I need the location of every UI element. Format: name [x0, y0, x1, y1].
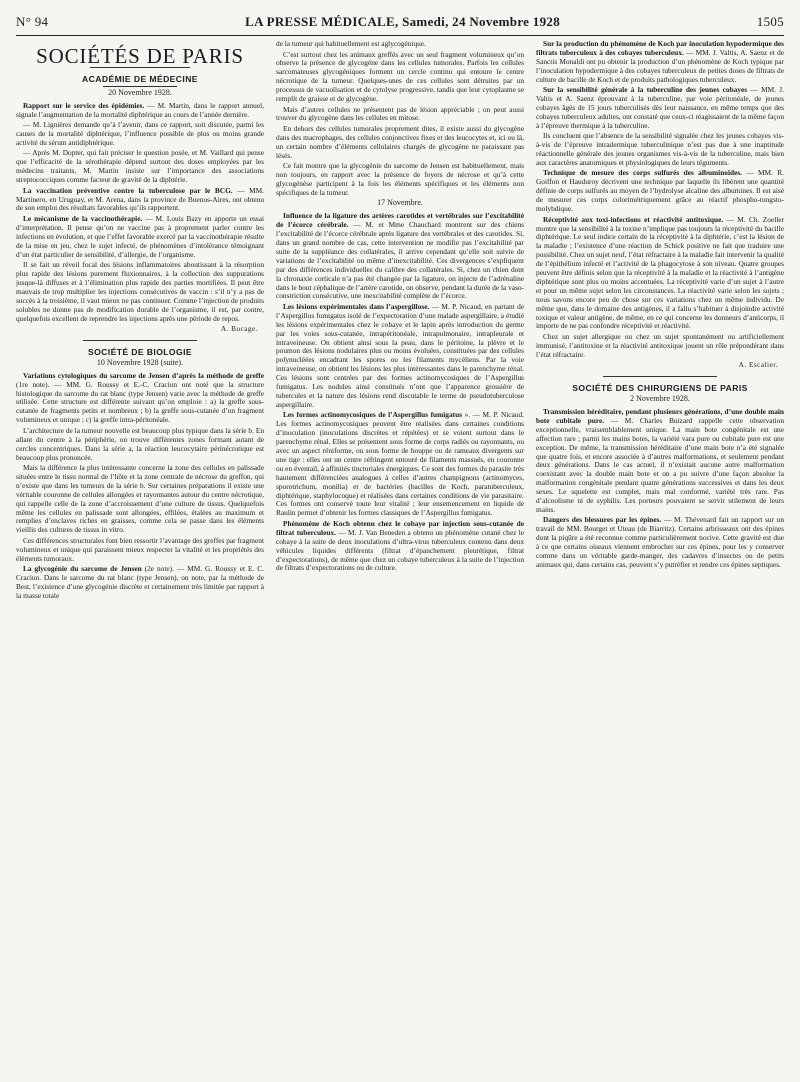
paragraph-title: Dangers des blessures par les épines.	[543, 515, 662, 525]
paragraph-title: Influence de la ligature des artères carotides et vertébrales sur l’excitabilité de l’écorce cérébrale.	[276, 211, 524, 230]
paragraph: Il se fait un réveil focal des lésions inflammatoires aboutissant à la résorption plus rapide des lésions purement fluxionnaires, à la collection des suppurations jusque-là diffuses et à l’élimination plus rapide des parties mortifiées. Il peut être mauvais de trop multiplier les injections consécutives de vaccin : s’il n’y a pas de succès à la troisième, il vaut mieux ne pas continuer. Comme l’injection de produits solubles ne donne pas de modification durable de l’organisme, il est, par contre, quelquefois excellent de reprendre les injections après une période de repos.	[16, 260, 264, 323]
paragraph-title: La vaccination préventive contre la tuberculose par le BCG.	[23, 185, 233, 195]
society-rule	[103, 86, 177, 87]
paragraph: Chez un sujet allergique ou chez un sujet spontanément ou artificiellement immunisé, l’antitoxine et la réactivité antitoxique jouent un rôle prépondérant dans l’état réfractaire.	[536, 331, 784, 359]
paragraph-text: — M. Louis Bazy en apporte un essai d’interprétation. Il pense qu’on ne vaccine pas à proprement parler contre les infections en évolution, et que l’effet favorable exercé par la vaccinothérapie résulte de la mise en jeu, chez le sujet infecté, de phénomènes d’intolérance témoignant d’un état particulier de sensibilité, d’allergie, de l’organisme.	[16, 213, 264, 259]
paragraph	[536, 516, 784, 569]
paragraph-title: Le mécanisme de la vaccinothérapie.	[23, 213, 143, 223]
paragraph-text: — MM. R. Goiffon et Hauduroy décrivent une technique par laquelle ils libèrent une quantité définie de corps sulfurés au moyen de l’hydrolyse alcaline des albumines. Il est aisé de mesurer ces corps colorimétriquement grâce au réactif phospho-tungsto-molybdique.	[536, 168, 784, 214]
society-heading: SOCIÉTÉ DES CHIRURGIENS DE PARIS	[572, 383, 748, 394]
paragraph-text: — M. Charles Buizard rappelle cette observation exceptionnelle, vraisemblablement unique. La main bote congénitale est une affection rare ; parmi les mains botes, la variété vara pure ou cubitale pure est une exception. De même, la transmission héréditaire d’une main bote n’a été signalée que quatre fois, et encore associée à d’autres malformations, et seulement pendant deux générations. Dans le cas actuel, il n’existait aucune autre malformation coexistant avec la double main bote et on a pu suivre d’une façon absolue la malformation congénitale pendant quatre générations successives et dans les deux sexes. Le squelette est complet, mais mal conformé, variété très rare. Pas d’alcoolisme ni de syphilis. Les porteurs pouvaient se servir utilement de leurs mains.	[536, 415, 784, 514]
paragraph-title: Les formes actinomycosiques de l’Aspergillus fumigatus	[283, 410, 463, 420]
paragraph: de la tumeur qui habituellement est aglycogénique.	[276, 40, 426, 48]
society-heading: ACADÉMIE DE MÉDECINE	[82, 73, 198, 84]
paragraph-title: La glycogénie du sarcome de Jensen	[23, 564, 142, 574]
paragraph-title: Rapport sur le service des épidémies.	[23, 100, 145, 110]
paragraph: En dehors des cellules tumorales proprement dites, il existe aussi du glycogène dans des macrophages, des cellules conjonctives fixes et des leucocytes et, ici ou là, un certain nombre d’éléments cellulaires chargés de glycogène ne paraissant pas lésés.	[276, 123, 524, 160]
column-2	[276, 40, 524, 1080]
journal-title: LA PRESSE MÉDICALE, Samedi, 24 Novembre 1928	[245, 14, 560, 29]
paragraph-title: Les lésions expérimentales dans l’aspergillose.	[283, 301, 430, 311]
paragraph-title: Réceptivité aux toxi-infections et réactivité antitoxique.	[543, 214, 724, 224]
paragraph	[16, 102, 264, 120]
paragraph: L’architecture de la tumeur nouvelle est beaucoup plus typique dans la série b. En allant du centre à la périphérie, on trouve différentes zones formant autant de cercles concentriques. Dans la série a, la réaction leucocytaire périnécrotique est beaucoup plus prononcée.	[16, 425, 264, 462]
paragraph	[536, 408, 784, 515]
paragraph-title: Variations cytologiques du sarcome de Jensen d’après la méthode de greffe	[23, 370, 264, 380]
paragraph: — M. Lignières demande qu’à l’avenir, dans ce rapport, soit discutée, parmi les causes de la mortalité diphtérique, l’influence possible de plus ou moins grande activité du sérum antidiphtérique.	[16, 120, 264, 147]
paragraph-title: Transmission héréditaire, pendant plusieurs générations, d’une double main bote cubitale pure.	[536, 407, 784, 425]
issue-number: N° 94	[16, 14, 49, 29]
paragraph: C’est surtout chez les animaux greffés avec un seul fragment volumineux qu’on observe la présence de glycogène dans les cellules tumorales. Parfois les cellules sarcomateuses glycogéniques forment un cercle continu qui entoure le centre nécrotique de la tumeur. Quelques-unes de ces cellules sont détruites par un processus de vacuolisation et de cytolyse progressive, tandis que leur cytoplasme se remplit de graisse et de glycogène.	[276, 49, 524, 104]
paragraph-title: Technique de mesure des corps sulfurés des albuminoïdes.	[543, 168, 743, 178]
paragraph: Mais d’autres cellules ne présentent pas de lésion appréciable ; on peut aussi trouver du glycogène dans les cellules en mitose.	[276, 104, 524, 123]
paragraph	[536, 86, 784, 131]
paragraph-text: — M. J. Van Beneden a obtenu un phénomène cutané chez le cobaye à la suite de deux inoculations d’ultra-virus tuberculeux contenu dans deux véhicules liquides différents (filtrat d’épanchement pleurétique, filtrat d’expectorations), de même que chez un cobaye tuberculeux à la suite de l’injection de filtrats d’expectorations ou de culture.	[276, 527, 524, 573]
column-3	[536, 40, 784, 1080]
paragraph-text: (2e note). — MM. G. Roussy et E. C. Craciun. Dans le sarcome du rat blanc (type Jensen), on note, par la méthode de Best, l’existence d’une glycogénie discrète et certainement très limitée par rapport à la masse totale	[16, 564, 264, 600]
paragraph-text: — M. et Mme Chauchard montrent sur des chiens l’excitabilité de l’écorce cérébrale après ligature des vertébrales et des carotides. Si, dans un grand nombre de cas, cette intervention ne modifie pas l’excitabilité par suite de la suppléance des collatérales, il arrive cependant qu’elle soit suivie de variations de l’excitabilité ou même d’inexcitabilité. Ces divergences s’expliquent par des différences individuelles du calibre des collatérales. Si, chez un chien dont la chronaxie corticale n’a pas été changée par la ligature, on injecte de l’adrénaline dans le bout céphalique de l’artère carotide, on observe, pendant la durée de la vaso-constriction consécutive, une inexcitabilité complète de l’écorce.	[276, 220, 524, 301]
section-rule	[83, 340, 197, 341]
paragraph: Mais la différence la plus intéressante concerne la zone des cellules en palissade situées entre le tissu normal de l’hôte et la zone centrale de nécrose du greffon, qui n’existe que dans les tumeurs de la série b. Sur certaines préparations il existe une véritable couronne de cellules allongées et rayonnantes autour du centre nécrotique, qui rappelle celle de la zone d’accroissement d’une culture de tissus. Quelquefois même les cellules en palissade sont allongées, effilées, étalées au maximum et remplies d’enclaves riches en graisses, comme cela se passe dans les éléments vieillis des cultures de tissus in vitro.	[16, 463, 264, 535]
text-columns	[16, 40, 784, 1080]
paragraph-text: — M. P. Nicaud, en partant de l’Aspergillus fumigatus isolé de l’expectoration d’une malade aspergillaire, a étudié les lésions expérimentales chez le cobaye et le lapin après introduction du germe par les voies sous-cutanée, intrapéritonéale, intrapulmonaire, intrapleurale et intraveineuse. On obtient ainsi sous la peau, dans le péritoine, la plèvre et le poumon des lésions nodulaires plus ou moins évoluées, constituées par des cellules polynucléées encadrant les spores ou les filaments mycéliens. Par la voie intraveineuse, on obtient les lésions les plus intéressantes dans le parenchyme rénal. Ces lésions sont centrées par des formes actinomycosiques de l’Aspergillus fumigatus. Les nodules ainsi constitués n’ont que l’apparence grossière de tubercules et la nature des lésions rend discutable le terme de pseudotuberculose aspergillaire.	[276, 301, 524, 409]
paragraph	[16, 215, 264, 260]
paragraph-text: — MM. J. Valtis, A. Saenz et de Sanctis Monaldi ont pu obtenir la production d’un phénomène de Koch typique par l’inoculation hypodermique à des cobayes tuberculeux de petites doses de filtrats de culture de bacille de Koch et de produits pathologiques tuberculeux.	[536, 47, 784, 84]
column-1	[16, 40, 264, 1080]
main-title: SOCIÉTÉS DE PARIS	[36, 44, 244, 68]
paragraph	[536, 169, 784, 214]
paragraph	[536, 40, 784, 85]
paragraph-title: Sur la production du phénomène de Koch par inoculation hypodermique des filtrats tuberculeux à des cobayes tuberculeux.	[536, 40, 784, 57]
session-date: 20 Novembre 1928.	[108, 87, 172, 97]
society-heading: SOCIÉTÉ DE BIOLOGIE	[87, 346, 193, 357]
paragraph	[16, 187, 264, 214]
paragraph-text: — MM. J. Valtis et A. Saenz éprouvant à la tuberculine, par voie péritonéale, de jeunes cobayes âgés de 15 jours tuberculisés dès leur naissance, en même temps que des cobayes tuberculeux adultes, ont constaté que ceux-ci réagissaient de la même façon à l’épreuve thermique à la tuberculine.	[536, 85, 784, 130]
paragraph: Ce fait montre que la glycogénie du sarcome de Jensen est habituellement, mais non toujours, en rapport avec la présence de foyers de nécrose et qu’à cette glycogénèse participent à la fois les éléments spécifiques et les éléments non spécifiques de la tumeur.	[276, 161, 524, 197]
paragraph-title: Sur la sensibilité générale à la tuberculine des jeunes cobayes	[543, 85, 748, 95]
paragraph-text: — M. Thévenard fait un rapport sur un travail de MM. Bourget et Uteau (de Biarritz). Certains arbrisseaux ont des épines dont la piqûre a été reconnue comme particulièrement nocive. Cette gravité est due à ce que certains oiseaux viennent embrocher sur ces épines, pour les y conserver comme dans un véritable garde-manger, des cadavres d’insectes ou de petits animaux qui, dans certains cas, peuvent s’y putréfier et rendre ces épines septiques.	[536, 515, 784, 569]
session-date: 17 Novembre.	[377, 198, 423, 208]
paragraph: Ils concluent que l’absence de la sensibilité signalée chez les jeunes cobayes vis-à-vis de l’épreuve intradermique tuberculinique n’est pas due à une inaptitude réactionnelle générale des jeunes organismes vis-à-vis de la tuberculine, mais bien aux caractères anatomiques et physiologiques de leurs téguments.	[536, 131, 784, 167]
signature: A. Escalier.	[738, 361, 778, 370]
signature: A. Bocage.	[220, 325, 258, 334]
paragraph	[536, 216, 784, 332]
paragraph	[276, 411, 524, 518]
page-number: 1505	[756, 14, 784, 29]
paragraph	[16, 565, 264, 601]
paragraph	[276, 303, 524, 410]
paragraph-text: — M. Martin, dans le rapport annuel, signale l’augmentation de la mortalité diphtérique au cours de l’année dernière.	[16, 100, 264, 119]
paragraph-text: (1re note). — MM. G. Roussy et E.-C. Craciun ont noté que la structure histologique du sarcome du rat blanc (type Jensen) varie avec la méthode de greffe utilisée. Cette structure est différente suivant qu’on emploie : a) la greffe sous-cutanée de fragments petits et nombreux ; b) la greffe sous-cutanée d’un fragment volumineux et unique ; c) la greffe intra-péritonéale.	[16, 379, 264, 425]
running-header	[16, 14, 784, 36]
session-date: 10 Novembre 1928 (suite).	[96, 357, 184, 367]
paragraph	[16, 372, 264, 425]
paragraph	[276, 520, 524, 573]
paragraph-title: Phénomène de Koch obtenu chez le cobaye par injection sous-cutanée de filtrat tuberculeux.	[276, 518, 524, 537]
paragraph: — Après M. Dopter, qui fait préciser le question posée, et M. Vaillard qui pense que l’efficacité de la sérothérapie dépend surtout des doses employées par les médecins traitants, M. Martin insiste sur l’importance des associations streptococciques comme facteur de gravité de la diphtérie.	[16, 148, 264, 185]
session-date: 2 Novembre 1928.	[630, 394, 690, 404]
paragraph-text: — M. Ch. Zoeller montre que la sensibilité à la toxine n’implique pas toujours la réceptivité du bacille diphtérique. Le seul indice certain de la réceptivité à la diphtérie, c’est la lésion de la maladie ; l’existence d’une réaction de Schick positive ne fait que traduire une possibilité. Chez un sujet neuf, l’état réfractaire à la maladie fait intervenir la qualité de l’épithélium infecté et l’activité de la phagocytose à son niveau. Quatre groupes peuvent être définis selon que la réceptivité à la maladie et la réactivité à l’antigène diphtérique sont plus ou moins accentuées. La réceptivité varie d’un sujet à l’autre et pour un même sujet selon les circonstances. La réactivité varie selon les sujets ; nous savons encore peu de chose sur ces variations chez un même individu. De même que, dans le domaine des antigènes, il a fallu s’habituer à disjoindre activité toxique et valeur antigène, de même, en ce qui concerne les donneurs d’anticorps, il importe de ne pas confondre réceptivité et réactivité.	[536, 214, 784, 331]
paragraph: Ces différences structurales font bien ressortir l’avantage des greffes par fragment volumineux et unique qui paraissent mieux respecter la vitalité et les propriétés des éléments tumoraux.	[16, 535, 264, 563]
paragraph	[276, 212, 524, 301]
paragraph-text: ». — M. P. Nicaud. Les formes actinomycosiques peuvent être réalisées dans certaines conditions d’inoculation (inoculations discrètes et répétées) et se voient surtout dans le parenchyme rénal. Elles se présentent sous forme de corps radiés ou rayonnants, ou avec un aspect réniforme, ou sous forme de houppe ou de rameaux divergents sur une tige : elles ont un centre réfringent entouré de filaments massués, en couronne ou en éventail, à affinités tinctoriales énergiques. Ce sont des formes du parasite très hautement différenciées analogues à celles d’autres champignons (actinomyces, sporotrichum, monilia) et de bactéries (bacilles de Koch, paratuberculeux, diphtérique, staphylocoque) et réalisées dans certaines conditions de vie parasitaire. Ces formes ont conservé toute leur vitalité ; leur ensemencement en liquide de Raulin permet d’obtenir les formes classiques de l’Aspergillus fumigatus.	[276, 410, 524, 518]
paragraph-text: — MM. Martinero, en Uruguay, et M. Arena, dans la province de Buenos-Aires, ont obtenu de son emploi des résultats favorables qu’ils rapportent.	[16, 185, 264, 213]
section-rule	[603, 376, 717, 377]
